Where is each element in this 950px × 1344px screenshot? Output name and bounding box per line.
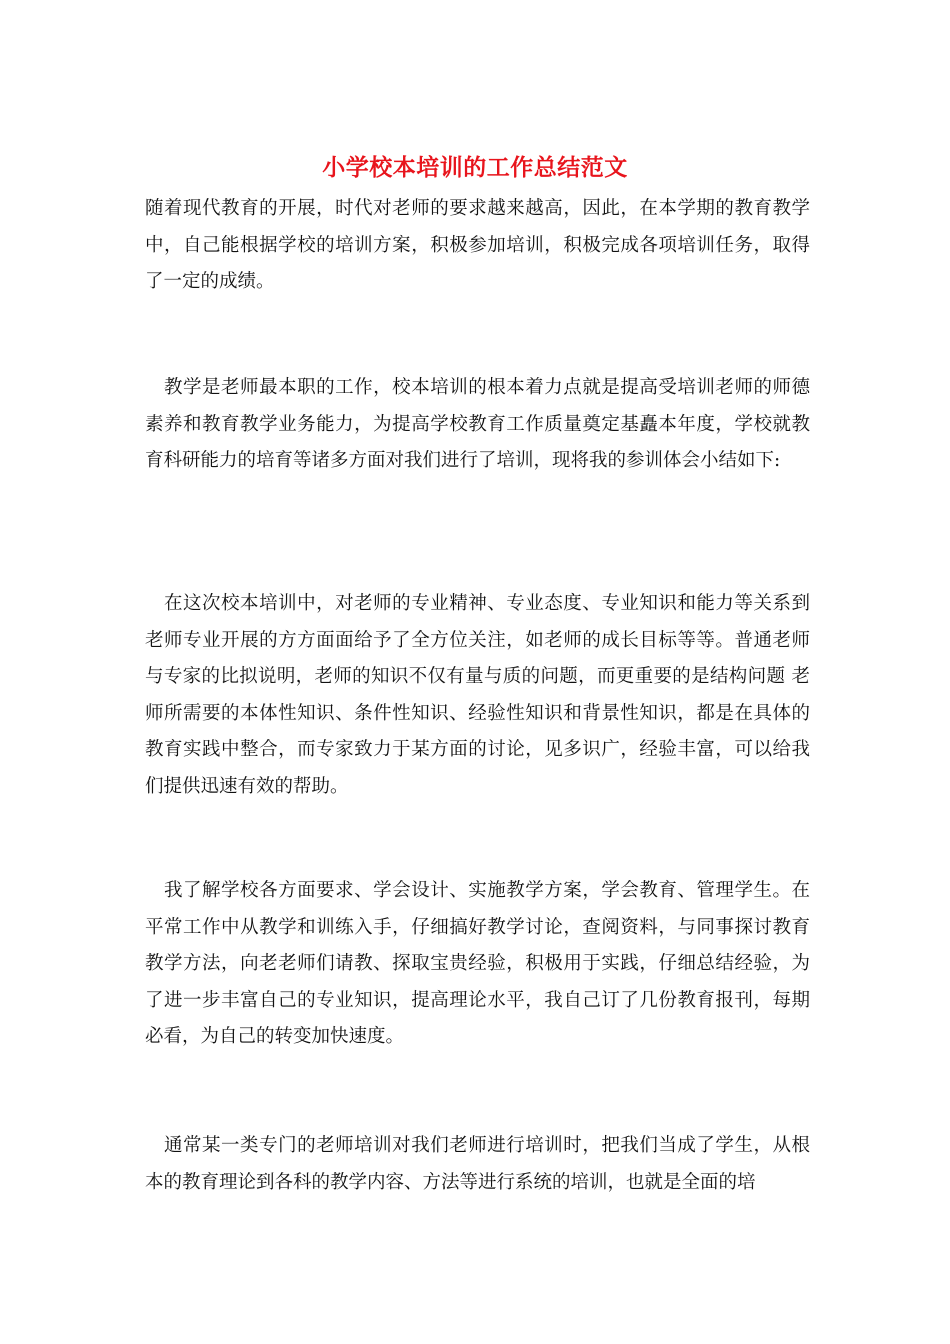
paragraph-5: 通常某一类专门的老师培训对我们老师进行培训时，把我们当成了学生，从根本的教育理论到各科的教学内容、方法等进行系统的培训，也就是全面的培 xyxy=(145,1135,810,1193)
paragraph-2: 教学是老师最本职的工作，校本培训的根本着力点就是提高受培训老师的师德素养和教育教学业务能力，为提高学校教育工作质量奠定基矗本年度，学校就教育科研能力的培育等诸多方面对我们进行了培训，现将我的参训体会小结如下: xyxy=(145,377,810,471)
paragraph-1: 随着现代教育的开展，时代对老师的要求越来越高，因此，在本学期的教育教学中，自己能根据学校的培训方案，积极参加培训，积极完成各项培训任务，取得了一定的成绩。 xyxy=(145,198,810,292)
paragraph-3: 在这次校本培训中，对老师的专业精神、专业态度、专业知识和能力等关系到老师专业开展的方方面面给予了全方位关注，如老师的成长目标等等。普通老师与专家的比拟说明，老师的知识不仅有量与质的问题，而更重要的是结构问题 老师所需要的本体性知识、条件性知识、经验性知识和背景性知识，都是在具体的教育实践中整合，而专家致力于某方面的讨论，见多识广，经验丰富，可以给我们提供迅速有效的帮助。 xyxy=(145,593,810,797)
document-title: 小学校本培训的工作总结范文 xyxy=(322,154,628,181)
paragraph-4: 我了解学校各方面要求、学会设计、实施教学方案，学会教育、管理学生。在平常工作中从教学和训练入手，仔细搞好教学讨论，查阅资料，与同事探讨教育教学方法，向老老师们请教、探取宝贵经验，积极用于实践，仔细总结经验，为了进一步丰富自己的专业知识，提高理论水平，我自己订了几份教育报刊，每期必看，为自己的转变加快速度。 xyxy=(145,880,810,1047)
